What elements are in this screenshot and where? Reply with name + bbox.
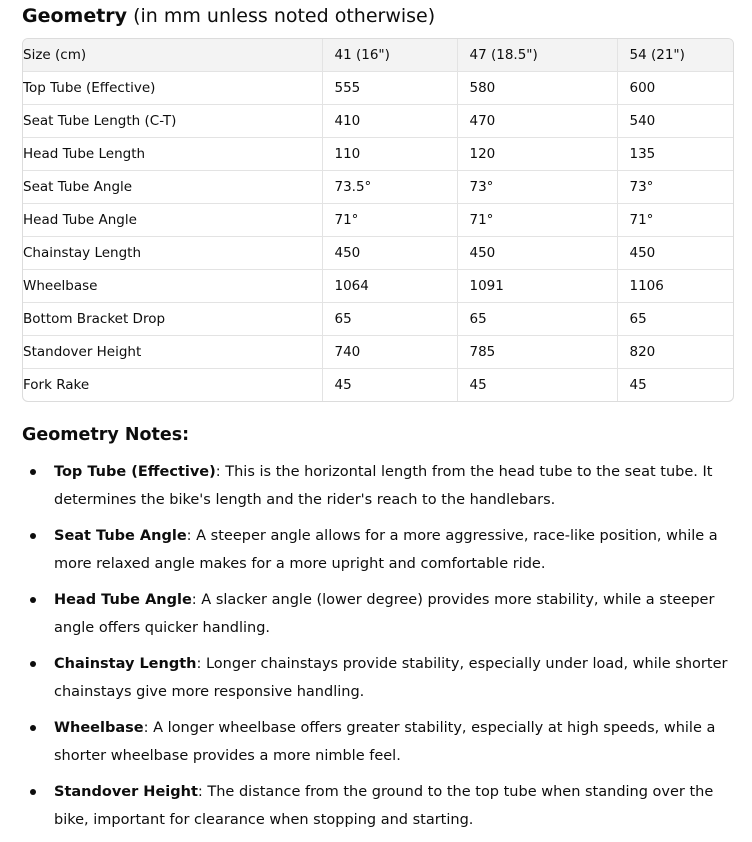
table-row — [23, 303, 734, 336]
value-cell: 110 — [322, 138, 457, 171]
list-item — [22, 650, 738, 706]
row-label-cell: Seat Tube Angle — [23, 171, 322, 204]
bullet-icon — [30, 597, 36, 603]
bullet-icon — [30, 661, 36, 667]
value-cell: 120 — [457, 138, 617, 171]
list-item — [22, 586, 738, 642]
geometry-table — [22, 38, 734, 402]
list-item — [22, 458, 738, 514]
value-cell: 73° — [457, 171, 617, 204]
value-cell: 1106 — [617, 270, 734, 303]
value-cell: 73° — [617, 171, 734, 204]
note-term: Seat Tube Angle — [54, 528, 187, 544]
value-cell: 580 — [457, 72, 617, 105]
header-cell: 47 (18.5") — [457, 39, 617, 72]
value-cell: 450 — [617, 237, 734, 270]
list-item — [22, 522, 738, 578]
list-item — [22, 778, 738, 834]
title-rest: (in mm unless noted otherwise) — [127, 5, 436, 27]
value-cell: 65 — [322, 303, 457, 336]
table-row — [23, 204, 734, 237]
value-cell: 820 — [617, 336, 734, 369]
notes-title: Geometry Notes: — [22, 425, 190, 445]
value-cell: 45 — [617, 369, 734, 402]
bullet-icon — [30, 469, 36, 475]
value-cell: 65 — [617, 303, 734, 336]
row-label-cell: Fork Rake — [23, 369, 322, 402]
notes-list — [22, 458, 738, 842]
note-term: Chainstay Length — [54, 656, 197, 672]
header-cell: 54 (21") — [617, 39, 734, 72]
header-cell: 41 (16") — [322, 39, 457, 72]
value-cell: 135 — [617, 138, 734, 171]
table-row — [23, 270, 734, 303]
value-cell: 450 — [322, 237, 457, 270]
table-row — [23, 138, 734, 171]
note-term: Head Tube Angle — [54, 592, 192, 608]
value-cell: 740 — [322, 336, 457, 369]
row-label-cell: Head Tube Length — [23, 138, 322, 171]
value-cell: 555 — [322, 72, 457, 105]
value-cell: 1091 — [457, 270, 617, 303]
note-text: : A slacker angle (lower degree) provides more stability, while a steeper angle offers quicker handling. — [54, 592, 715, 636]
bullet-icon — [30, 725, 36, 731]
table-header-row — [23, 39, 734, 72]
value-cell: 785 — [457, 336, 617, 369]
row-label-cell: Head Tube Angle — [23, 204, 322, 237]
value-cell: 600 — [617, 72, 734, 105]
row-label-cell: Top Tube (Effective) — [23, 72, 322, 105]
header-cell: Size (cm) — [23, 39, 322, 72]
page-title — [22, 3, 435, 29]
note-term: Wheelbase — [54, 720, 144, 736]
note-term: Top Tube (Effective) — [54, 464, 216, 480]
row-label-cell: Seat Tube Length (C-T) — [23, 105, 322, 138]
value-cell: 73.5° — [322, 171, 457, 204]
value-cell: 71° — [457, 204, 617, 237]
value-cell: 470 — [457, 105, 617, 138]
value-cell: 540 — [617, 105, 734, 138]
bullet-icon — [30, 533, 36, 539]
value-cell: 65 — [457, 303, 617, 336]
table-row — [23, 171, 734, 204]
note-text: : A longer wheelbase offers greater stability, especially at high speeds, while a shorter wheelbase provides a more nimble feel. — [54, 720, 716, 764]
value-cell: 410 — [322, 105, 457, 138]
title-bold: Geometry — [22, 5, 128, 27]
note-text: : The distance from the ground to the top tube when standing over the bike, important for clearance when stopping and starting. — [54, 784, 714, 828]
note-text: : Longer chainstays provide stability, especially under load, while shorter chainstays give more responsive handling. — [54, 656, 728, 700]
table-row — [23, 369, 734, 402]
row-label-cell: Wheelbase — [23, 270, 322, 303]
note-text: : A steeper angle allows for a more aggressive, race-like position, while a more relaxed angle makes for a more upright and comfortable ride. — [54, 528, 718, 572]
table-row — [23, 105, 734, 138]
value-cell: 45 — [457, 369, 617, 402]
row-label-cell: Standover Height — [23, 336, 322, 369]
note-text: : This is the horizontal length from the head tube to the seat tube. It determines the bike's length and the rider's reach to the handlebars. — [54, 464, 713, 508]
value-cell: 71° — [322, 204, 457, 237]
value-cell: 450 — [457, 237, 617, 270]
list-item — [22, 714, 738, 770]
bullet-icon — [30, 789, 36, 795]
table-row — [23, 72, 734, 105]
table-row — [23, 237, 734, 270]
note-term: Standover Height — [54, 784, 198, 800]
row-label-cell: Bottom Bracket Drop — [23, 303, 322, 336]
table-row — [23, 336, 734, 369]
row-label-cell: Chainstay Length — [23, 237, 322, 270]
value-cell: 71° — [617, 204, 734, 237]
value-cell: 45 — [322, 369, 457, 402]
value-cell: 1064 — [322, 270, 457, 303]
